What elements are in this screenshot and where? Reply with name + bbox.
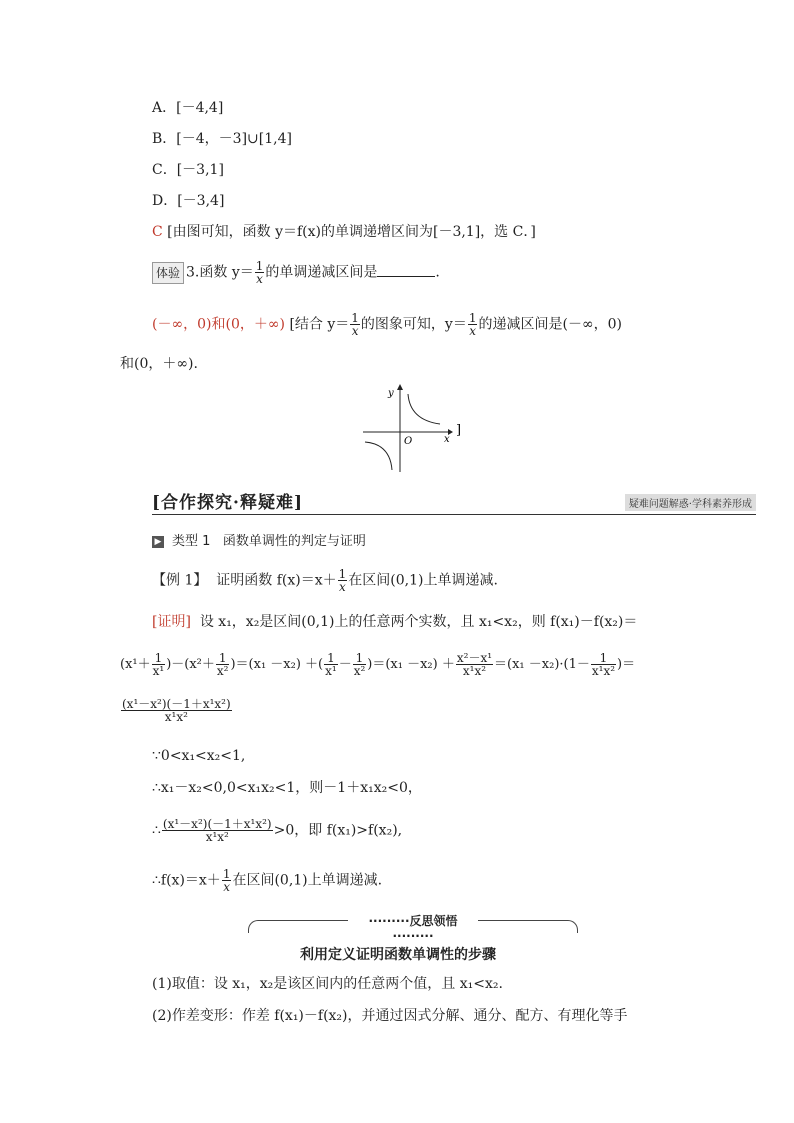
type-1-heading (152, 530, 366, 549)
numerator: x²－x¹ (456, 651, 493, 665)
y-arrow (397, 384, 403, 390)
fraction (162, 818, 273, 843)
curve-right (408, 394, 440, 424)
fraction (591, 652, 616, 677)
denominator: x² (216, 664, 229, 678)
section-header (152, 488, 756, 515)
curve-left (365, 442, 392, 470)
expr: )＝(x₁ －x₂) ＋( (230, 657, 324, 672)
expr: － (338, 657, 352, 672)
proof-line-1 (152, 612, 637, 632)
example-text: 证明函数 f(x)＝x＋ (216, 572, 337, 589)
numerator: 1 (591, 652, 616, 665)
fraction (121, 698, 232, 723)
fraction (255, 260, 265, 285)
denominator: x (256, 272, 263, 286)
hyperbola-graph (360, 380, 470, 475)
section-title: [合作探究·释疑难] (152, 493, 304, 513)
denominator: x¹ (152, 664, 165, 678)
option-d: D．[－3,4] (152, 193, 225, 209)
denominator: x¹ (325, 664, 337, 678)
type-label: 类型 1 (172, 534, 211, 549)
numerator: 1 (338, 567, 347, 581)
therefore: ∴ (152, 822, 161, 839)
fraction (350, 312, 360, 337)
fraction (152, 652, 166, 677)
denominator: x (351, 324, 359, 338)
answer-text: 的图象可知，y＝ (360, 316, 467, 333)
denominator: x (469, 324, 477, 338)
fraction (338, 568, 348, 593)
question-3 (152, 260, 440, 285)
numerator: 1 (324, 652, 338, 665)
answer-blank (377, 262, 435, 277)
fraction (456, 652, 493, 677)
example-1 (152, 568, 498, 593)
expr: )－(x²＋ (166, 657, 215, 672)
denominator: x¹x² (591, 664, 616, 678)
conclusion-text: ∴f(x)＝x＋ (152, 872, 221, 889)
proof-since: ∵0<x₁<x₂<1, (152, 748, 246, 764)
y-label: y (388, 388, 394, 399)
expr: ＝(x₁ －x₂)·(1－ (494, 657, 590, 672)
answer-red: (－∞，0)和(0，＋∞) (152, 316, 285, 333)
period: . (435, 264, 440, 281)
option-a: A．[－4,4] (152, 100, 224, 116)
type-title: 函数单调性的判定与证明 (222, 534, 366, 549)
numerator: 1 (216, 652, 230, 665)
answer-2 (152, 222, 536, 242)
proof-tag: [证明] (152, 614, 191, 630)
numerator: (x¹－x²)(－1＋x¹x²) (162, 817, 272, 831)
x-label: x (444, 434, 450, 445)
numerator: (x¹－x²)(－1＋x¹x²) (122, 697, 231, 711)
reflect-step-1: (1)取值：设 x₁，x₂是该区间内的任意两个值，且 x₁<x₂. (152, 976, 503, 992)
answer-text: 的递减区间是(－∞，0) (478, 316, 622, 333)
closing-bracket: ] (456, 423, 462, 438)
play-icon: ▶ (152, 536, 164, 548)
answer-explanation: [由图可知，函数 y＝f(x)的单调递增区间为[－3,1]，选 C．] (167, 224, 536, 240)
q3-text: 3.函数 y＝ (186, 264, 254, 281)
proof-line-3 (120, 698, 233, 723)
expr: (x¹＋ (120, 657, 151, 672)
fraction (353, 652, 367, 677)
numerator: 1 (351, 311, 359, 325)
fraction (216, 652, 230, 677)
denominator: x (339, 580, 346, 594)
reflect-title: 利用定义证明函数单调性的步骤 (300, 947, 496, 963)
proof-step-2 (152, 818, 402, 843)
answer-3-line2: 和(0，＋∞). (120, 356, 198, 372)
conclusion-text-after: 在区间(0,1)上单调递减. (232, 872, 383, 889)
expr: )＝ (617, 657, 636, 672)
denominator: x (223, 880, 231, 894)
expr: )＝(x₁ －x₂) ＋ (367, 657, 455, 672)
reflect-banner (248, 912, 578, 943)
denominator: x¹x² (164, 710, 188, 724)
answer-3 (152, 312, 622, 337)
numerator: 1 (468, 311, 477, 325)
origin-label: O (404, 436, 413, 447)
option-b: B．[－4，－3]∪[1,4] (152, 131, 292, 147)
example-label: 【例 1】 (152, 572, 208, 589)
option-c: C．[－3,1] (152, 162, 224, 178)
fraction (324, 652, 338, 677)
tiyan-tag: 体验 (152, 262, 184, 284)
denominator: x² (353, 664, 366, 678)
proof-conclusion (152, 868, 382, 893)
fraction (468, 312, 478, 337)
example-text-after: 在区间(0,1)上单调递减. (348, 572, 498, 589)
answer-text: [结合 y＝ (289, 316, 350, 333)
numerator: 1 (222, 867, 231, 881)
answer-letter: C (152, 224, 163, 240)
q3-text-after: 的单调递减区间是 (265, 264, 378, 281)
numerator: 1 (353, 652, 367, 665)
proof-line-2 (120, 652, 635, 677)
numerator: 1 (152, 652, 166, 665)
proof-text: 设 x₁，x₂是区间(0,1)上的任意两个实数，且 x₁<x₂，则 f(x₁)－f(x₂)＝ (199, 614, 638, 630)
reflect-label: ·········反思领悟········· (348, 912, 478, 943)
step-text: >0，即 f(x₁)>f(x₂), (273, 822, 403, 839)
section-subtitle: 疑难问题解惑·学科素养形成 (625, 494, 756, 511)
reflect-step-2: (2)作差变形：作差 f(x₁)－f(x₂)，并通过因式分解、通分、配方、有理化等手 (152, 1008, 628, 1024)
proof-step-1: ∴x₁－x₂<0,0<x₁x₂<1，则－1＋x₁x₂<0， (152, 780, 422, 796)
denominator: x¹x² (462, 664, 487, 678)
numerator: 1 (255, 259, 264, 273)
denominator: x¹x² (205, 830, 229, 844)
fraction (222, 868, 232, 893)
